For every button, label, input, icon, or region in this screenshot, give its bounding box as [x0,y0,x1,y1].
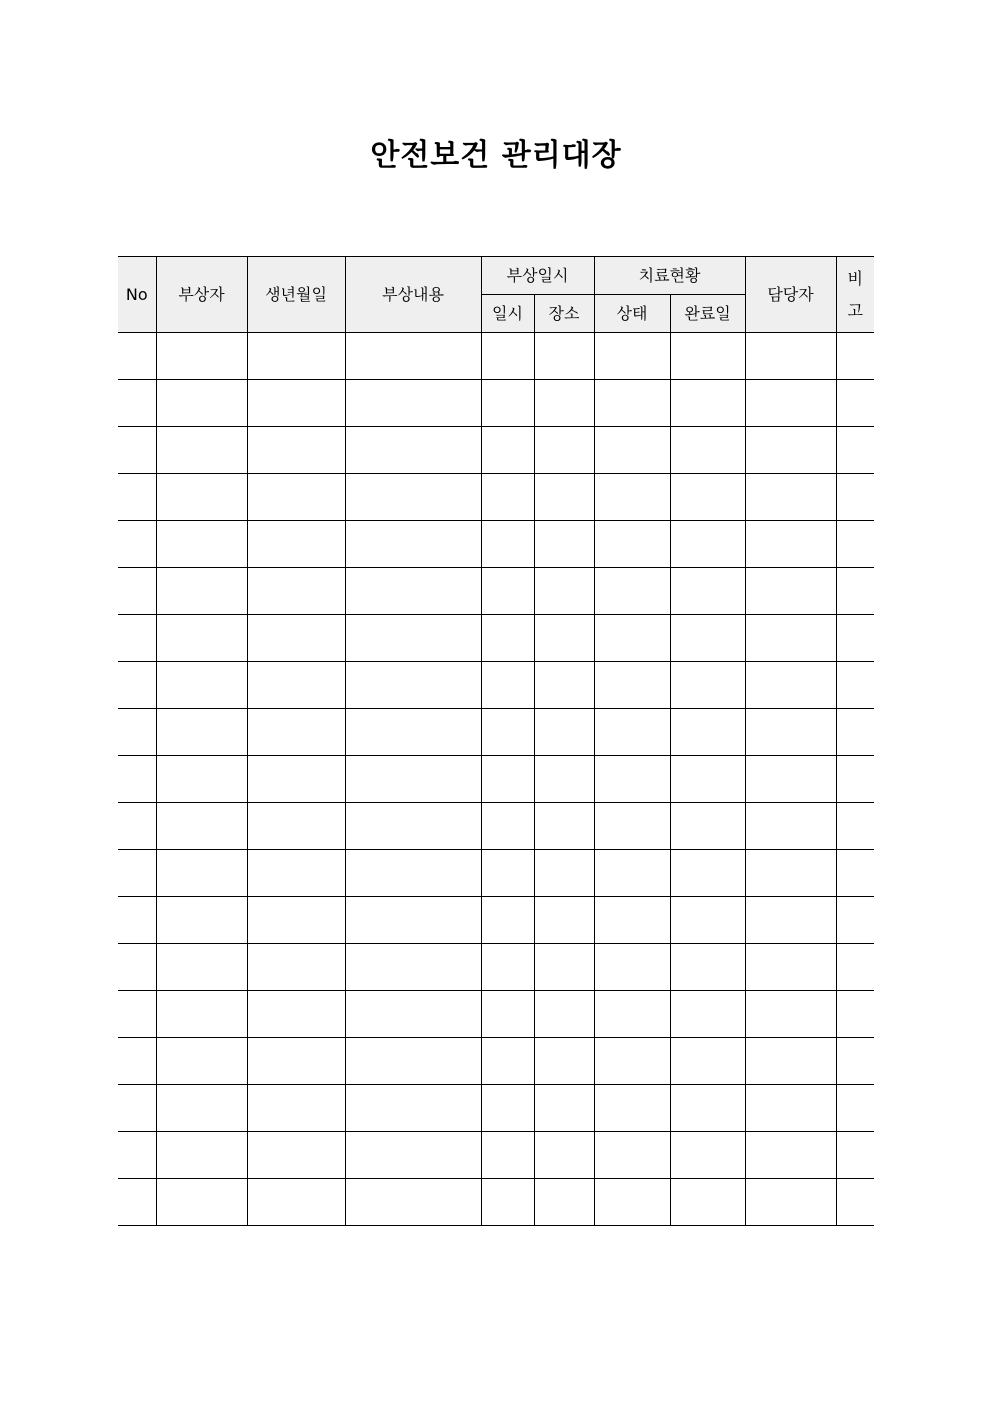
cell-birth-date[interactable] [247,1038,345,1085]
cell-injured-person[interactable] [156,1085,247,1132]
cell-remarks[interactable] [836,1179,874,1226]
cell-remarks[interactable] [836,1132,874,1179]
cell-treatment-status[interactable] [594,1179,670,1226]
cell-injury-date[interactable] [481,1179,534,1226]
cell-injury-date[interactable] [481,756,534,803]
cell-treatment-status[interactable] [594,662,670,709]
cell-injury-details[interactable] [345,474,481,521]
cell-completion-date[interactable] [670,1132,745,1179]
cell-treatment-status[interactable] [594,568,670,615]
cell-remarks[interactable] [836,756,874,803]
cell-injury-place[interactable] [534,709,594,756]
cell-injury-details[interactable] [345,380,481,427]
cell-birth-date[interactable] [247,568,345,615]
cell-injury-details[interactable] [345,568,481,615]
cell-person-in-charge[interactable] [745,474,836,521]
cell-completion-date[interactable] [670,380,745,427]
cell-injury-place[interactable] [534,568,594,615]
cell-injured-person[interactable] [156,991,247,1038]
cell-injured-person[interactable] [156,944,247,991]
cell-injury-place[interactable] [534,427,594,474]
cell-injured-person[interactable] [156,333,247,380]
cell-remarks[interactable] [836,1038,874,1085]
cell-remarks[interactable] [836,380,874,427]
cell-injured-person[interactable] [156,662,247,709]
header-birth-date: 생년월일 [247,257,345,333]
table-row [118,1038,874,1085]
cell-injury-details[interactable] [345,1085,481,1132]
header-no: No [118,257,156,333]
cell-completion-date[interactable] [670,709,745,756]
cell-injury-place[interactable] [534,333,594,380]
cell-injury-date[interactable] [481,568,534,615]
cell-injury-details[interactable] [345,850,481,897]
cell-injury-details[interactable] [345,1179,481,1226]
cell-no[interactable] [118,850,156,897]
table-row [118,380,874,427]
cell-treatment-status[interactable] [594,850,670,897]
cell-completion-date[interactable] [670,427,745,474]
cell-birth-date[interactable] [247,474,345,521]
cell-no[interactable] [118,333,156,380]
cell-remarks[interactable] [836,850,874,897]
cell-person-in-charge[interactable] [745,380,836,427]
header-injured-person: 부상자 [156,257,247,333]
cell-person-in-charge[interactable] [745,1179,836,1226]
cell-injury-date[interactable] [481,615,534,662]
cell-injury-date[interactable] [481,427,534,474]
cell-injury-place[interactable] [534,897,594,944]
cell-no[interactable] [118,709,156,756]
cell-injury-place[interactable] [534,380,594,427]
cell-person-in-charge[interactable] [745,615,836,662]
table-row [118,756,874,803]
cell-completion-date[interactable] [670,615,745,662]
cell-injury-date[interactable] [481,474,534,521]
cell-injury-date[interactable] [481,897,534,944]
cell-person-in-charge[interactable] [745,756,836,803]
cell-injured-person[interactable] [156,897,247,944]
header-remarks [836,257,874,333]
cell-injury-place[interactable] [534,615,594,662]
cell-injury-date[interactable] [481,803,534,850]
cell-injured-person[interactable] [156,427,247,474]
cell-injury-date[interactable] [481,1085,534,1132]
cell-injury-place[interactable] [534,474,594,521]
cell-injured-person[interactable] [156,709,247,756]
cell-birth-date[interactable] [247,991,345,1038]
cell-completion-date[interactable] [670,662,745,709]
header-person-in-charge: 담당자 [745,257,836,333]
cell-remarks[interactable] [836,427,874,474]
cell-injury-date[interactable] [481,380,534,427]
cell-injury-place[interactable] [534,850,594,897]
table-row [118,944,874,991]
cell-completion-date[interactable] [670,991,745,1038]
cell-remarks[interactable] [836,662,874,709]
table-row [118,474,874,521]
cell-injury-details[interactable] [345,803,481,850]
cell-injured-person[interactable] [156,756,247,803]
cell-treatment-status[interactable] [594,944,670,991]
cell-treatment-status[interactable] [594,380,670,427]
cell-injury-date[interactable] [481,1132,534,1179]
cell-person-in-charge[interactable] [745,1038,836,1085]
header-injury-place: 장소 [534,295,594,333]
cell-completion-date[interactable] [670,944,745,991]
cell-person-in-charge[interactable] [745,944,836,991]
table-row [118,1179,874,1226]
cell-completion-date[interactable] [670,850,745,897]
cell-injury-place[interactable] [534,1179,594,1226]
cell-injury-details[interactable] [345,427,481,474]
cell-injury-details[interactable] [345,756,481,803]
table-row [118,427,874,474]
cell-birth-date[interactable] [247,1132,345,1179]
cell-completion-date[interactable] [670,1179,745,1226]
cell-treatment-status[interactable] [594,991,670,1038]
cell-completion-date[interactable] [670,897,745,944]
cell-injury-details[interactable] [345,897,481,944]
table-row [118,991,874,1038]
cell-remarks[interactable] [836,991,874,1038]
document-title: 안전보건 관리대장 [370,138,622,173]
cell-no[interactable] [118,1038,156,1085]
table-row [118,662,874,709]
cell-treatment-status[interactable] [594,1038,670,1085]
header-treatment-status: 상태 [594,295,670,333]
cell-birth-date[interactable] [247,662,345,709]
cell-no[interactable] [118,568,156,615]
cell-no[interactable] [118,662,156,709]
cell-injured-person[interactable] [156,1038,247,1085]
cell-injury-details[interactable] [345,1132,481,1179]
cell-injury-date[interactable] [481,1038,534,1085]
cell-birth-date[interactable] [247,1179,345,1226]
cell-injured-person[interactable] [156,615,247,662]
cell-no[interactable] [118,897,156,944]
cell-injury-place[interactable] [534,1038,594,1085]
cell-person-in-charge[interactable] [745,1132,836,1179]
cell-injured-person[interactable] [156,568,247,615]
cell-completion-date[interactable] [670,521,745,568]
cell-no[interactable] [118,521,156,568]
cell-birth-date[interactable] [247,380,345,427]
cell-injury-details[interactable] [345,991,481,1038]
cell-person-in-charge[interactable] [745,991,836,1038]
cell-no[interactable] [118,991,156,1038]
cell-no[interactable] [118,615,156,662]
cell-remarks[interactable] [836,474,874,521]
table-row [118,1132,874,1179]
cell-remarks[interactable] [836,944,874,991]
cell-no[interactable] [118,756,156,803]
cell-treatment-status[interactable] [594,427,670,474]
table-row [118,803,874,850]
cell-birth-date[interactable] [247,897,345,944]
cell-no[interactable] [118,1179,156,1226]
cell-person-in-charge[interactable] [745,662,836,709]
cell-no[interactable] [118,803,156,850]
cell-no[interactable] [118,474,156,521]
cell-injured-person[interactable] [156,1132,247,1179]
cell-completion-date[interactable] [670,803,745,850]
cell-remarks[interactable] [836,615,874,662]
cell-injury-details[interactable] [345,709,481,756]
cell-no[interactable] [118,1132,156,1179]
table-row [118,521,874,568]
cell-injury-details[interactable] [345,521,481,568]
cell-birth-date[interactable] [247,521,345,568]
cell-treatment-status[interactable] [594,521,670,568]
header-completion-date: 완료일 [670,295,745,333]
cell-injury-details[interactable] [345,615,481,662]
cell-injury-place[interactable] [534,521,594,568]
cell-person-in-charge[interactable] [745,1085,836,1132]
cell-injury-details[interactable] [345,333,481,380]
cell-injury-details[interactable] [345,944,481,991]
cell-injured-person[interactable] [156,521,247,568]
cell-birth-date[interactable] [247,333,345,380]
cell-completion-date[interactable] [670,474,745,521]
cell-completion-date[interactable] [670,333,745,380]
cell-person-in-charge[interactable] [745,850,836,897]
cell-injury-place[interactable] [534,803,594,850]
cell-injury-place[interactable] [534,991,594,1038]
cell-remarks[interactable] [836,1085,874,1132]
cell-treatment-status[interactable] [594,333,670,380]
cell-injury-details[interactable] [345,662,481,709]
table-row [118,568,874,615]
cell-treatment-status[interactable] [594,1132,670,1179]
cell-birth-date[interactable] [247,427,345,474]
cell-injury-place[interactable] [534,944,594,991]
cell-treatment-status[interactable] [594,474,670,521]
cell-injury-date[interactable] [481,521,534,568]
cell-treatment-status[interactable] [594,1085,670,1132]
cell-completion-date[interactable] [670,568,745,615]
cell-injury-date[interactable] [481,662,534,709]
cell-treatment-status[interactable] [594,756,670,803]
cell-remarks[interactable] [836,333,874,380]
cell-person-in-charge[interactable] [745,568,836,615]
cell-person-in-charge[interactable] [745,333,836,380]
cell-treatment-status[interactable] [594,709,670,756]
cell-completion-date[interactable] [670,1085,745,1132]
cell-injured-person[interactable] [156,380,247,427]
cell-injury-date[interactable] [481,709,534,756]
cell-no[interactable] [118,380,156,427]
cell-person-in-charge[interactable] [745,521,836,568]
cell-treatment-status[interactable] [594,897,670,944]
table-row [118,333,874,380]
cell-injured-person[interactable] [156,850,247,897]
header-injury-datetime-group: 부상일시 [481,257,594,295]
ledger-body [118,333,874,1226]
cell-remarks[interactable] [836,568,874,615]
header-remarks-line2: 고 [847,300,864,320]
cell-no[interactable] [118,1085,156,1132]
header-treatment-group: 치료현황 [594,257,745,295]
cell-person-in-charge[interactable] [745,709,836,756]
cell-injury-date[interactable] [481,333,534,380]
cell-birth-date[interactable] [247,709,345,756]
cell-injury-place[interactable] [534,756,594,803]
cell-remarks[interactable] [836,709,874,756]
cell-completion-date[interactable] [670,1038,745,1085]
cell-injury-details[interactable] [345,1038,481,1085]
cell-birth-date[interactable] [247,1085,345,1132]
cell-birth-date[interactable] [247,756,345,803]
cell-injury-place[interactable] [534,1085,594,1132]
cell-treatment-status[interactable] [594,615,670,662]
cell-person-in-charge[interactable] [745,803,836,850]
cell-injury-place[interactable] [534,662,594,709]
cell-birth-date[interactable] [247,803,345,850]
cell-birth-date[interactable] [247,850,345,897]
cell-treatment-status[interactable] [594,803,670,850]
cell-injury-date[interactable] [481,991,534,1038]
cell-birth-date[interactable] [247,944,345,991]
header-injury-date: 일시 [481,295,534,333]
table-row [118,1085,874,1132]
table-row [118,850,874,897]
cell-person-in-charge[interactable] [745,427,836,474]
header-row-primary [118,257,874,295]
cell-injured-person[interactable] [156,474,247,521]
table-row [118,897,874,944]
table-row [118,615,874,662]
cell-person-in-charge[interactable] [745,897,836,944]
cell-birth-date[interactable] [247,615,345,662]
safety-ledger-table [118,256,874,1226]
cell-remarks[interactable] [836,521,874,568]
cell-injury-date[interactable] [481,944,534,991]
cell-no[interactable] [118,944,156,991]
cell-completion-date[interactable] [670,756,745,803]
header-injury-details: 부상내용 [345,257,481,333]
cell-injured-person[interactable] [156,1179,247,1226]
table-row [118,709,874,756]
header-remarks-line1: 비 [847,268,864,288]
cell-remarks[interactable] [836,803,874,850]
cell-injury-place[interactable] [534,1132,594,1179]
cell-no[interactable] [118,427,156,474]
cell-injured-person[interactable] [156,803,247,850]
cell-injury-date[interactable] [481,850,534,897]
cell-remarks[interactable] [836,897,874,944]
